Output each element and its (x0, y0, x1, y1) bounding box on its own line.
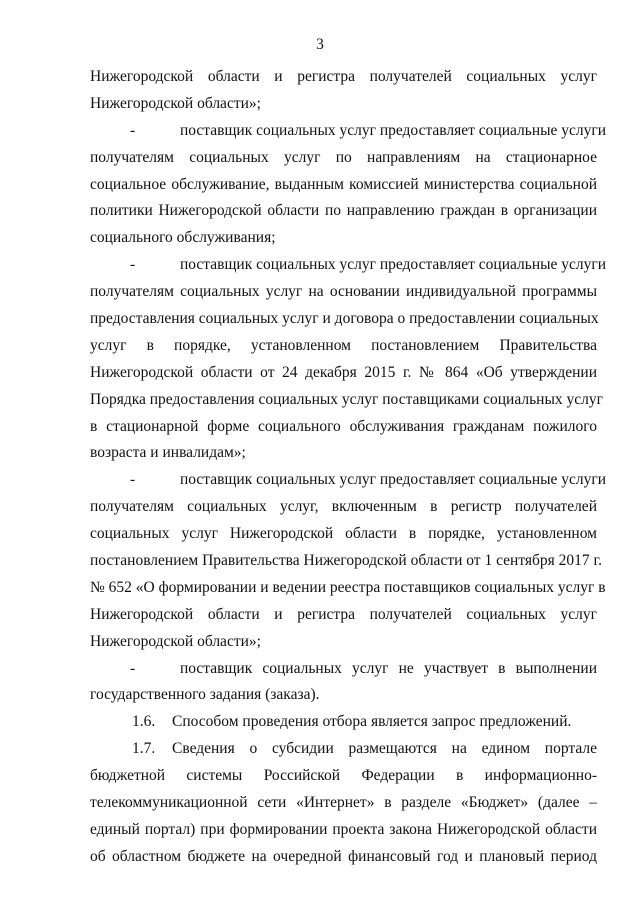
line-text: получателям социальных услуг по направлениям на стационарное (90, 148, 597, 166)
text-line (90, 548, 603, 575)
line-text: поставщик социальных услуг предоставляет социальные услуги (180, 121, 607, 139)
text-line (90, 360, 597, 387)
page-number: 3 (316, 36, 324, 53)
document-body (90, 64, 607, 871)
line-text: в стационарной форме социального обслуживания гражданам пожилого (90, 417, 597, 435)
list-dash: - (130, 471, 136, 489)
text-line (90, 682, 597, 709)
item-number: 1.7. (132, 740, 156, 758)
text-line (90, 763, 597, 790)
text-line (90, 602, 597, 629)
line-text: услуг в порядке, установленном постановлением Правительства (90, 336, 597, 354)
text-line (90, 575, 606, 602)
text-line (90, 198, 597, 225)
line-text: социальное обслуживание, выданным комиссией министерства социальной (90, 175, 597, 193)
list-dash: - (130, 659, 136, 677)
text-line (90, 252, 607, 279)
line-text: Нижегородской области от 24 декабря 2015 г. № 864 «Об утверждении (90, 363, 597, 381)
text-line (90, 225, 597, 252)
text-line (90, 440, 597, 467)
line-text: получателям социальных услуг, включенным в регистр получателей (90, 498, 597, 516)
text-line (90, 306, 597, 333)
list-dash: - (130, 256, 136, 274)
line-text: Нижегородской области и регистра получателей социальных услуг (90, 605, 597, 623)
text-line (90, 118, 607, 145)
line-text: социальных услуг Нижегородской области в порядке, установленном (90, 525, 597, 543)
text-line (90, 709, 597, 736)
text-line (90, 629, 597, 656)
text-line (90, 279, 597, 306)
line-text: постановлением Правительства Нижегородской области от 1 сентября 2017 г. (90, 552, 603, 570)
line-text: Сведения о субсидии размещаются на едином портале (172, 740, 597, 758)
line-text: Нижегородской области»; (90, 94, 261, 112)
text-line (90, 844, 597, 871)
line-text: получателям социальных услуг на основании индивидуальной программы (90, 283, 597, 301)
text-line (90, 414, 597, 441)
line-text: Нижегородской области и регистра получателей социальных услуг (90, 68, 597, 85)
item-number: 1.6. (132, 713, 156, 731)
line-text: № 652 «О формировании и ведении реестра поставщиков социальных услуг в (90, 578, 606, 596)
line-text: Способом проведения отбора является запрос предложений. (172, 713, 572, 731)
text-line (90, 467, 607, 494)
line-text: возраста и инвалидам»; (90, 444, 246, 462)
text-line (90, 64, 597, 91)
line-text: бюджетной системы Российской Федерации в информационно- (90, 767, 597, 785)
line-text: социального обслуживания; (90, 229, 276, 247)
line-text: предоставления социальных услуг и договора о предоставлении социальных (90, 310, 599, 328)
text-line (90, 521, 597, 548)
text-line (90, 790, 597, 817)
line-text: политики Нижегородской области по направлению граждан в организации (90, 202, 597, 220)
line-text: телекоммуникационной сети «Интернет» в разделе «Бюджет» (далее – (90, 794, 597, 812)
text-line (90, 145, 597, 172)
line-text: поставщик социальных услуг предоставляет социальные услуги (180, 256, 607, 274)
text-line (90, 91, 597, 118)
list-dash: - (130, 121, 136, 139)
text-line (90, 494, 597, 521)
line-text: поставщик социальных услуг предоставляет социальные услуги (180, 471, 607, 489)
text-line (90, 736, 597, 763)
text-line (90, 333, 597, 360)
line-text: единый портал) при формировании проекта закона Нижегородской области (90, 820, 597, 838)
line-text: Порядка предоставления социальных услуг поставщиками социальных услуг (90, 390, 603, 408)
text-line (90, 387, 603, 414)
text-line (90, 656, 597, 683)
line-text: государственного задания (заказа). (90, 686, 320, 704)
line-text: Нижегородской области»; (90, 632, 261, 650)
line-text: поставщик социальных услуг не участвует в выполнении (180, 659, 597, 677)
line-text: об областном бюджете на очередной финансовый год и плановый период (90, 847, 597, 865)
text-line (90, 817, 597, 844)
text-line (90, 172, 597, 199)
